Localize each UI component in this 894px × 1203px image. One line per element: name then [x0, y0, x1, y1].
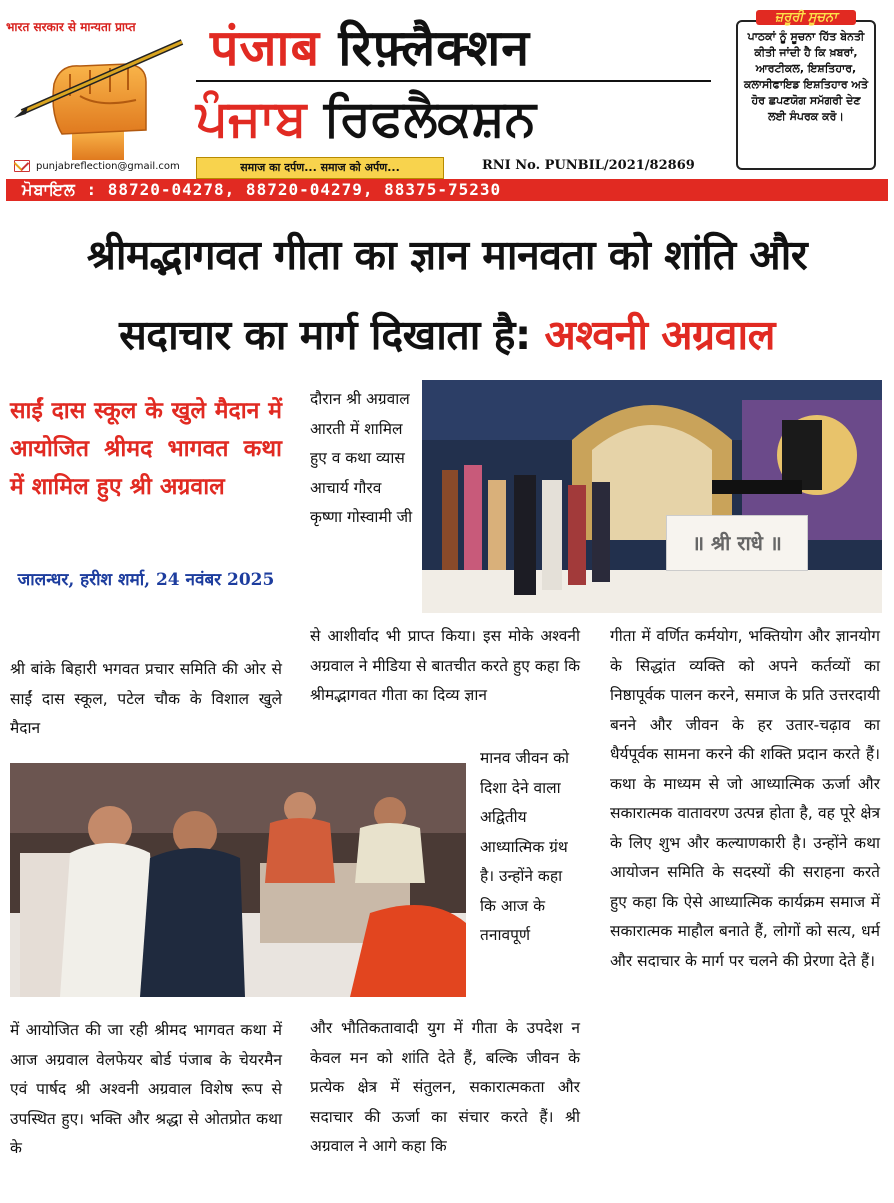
- notice-heading: ਜ਼ਰੂਰੀ ਸੂਚਨਾ: [756, 10, 856, 25]
- audience-scene-graphic: [10, 763, 466, 997]
- article-col2-narrow: मानव जीवन को दिशा देने वाला अद्वितीय आध्यात्मिक ग्रंथ है। उन्होंने कहा कि आज के तनावपूर्ण: [480, 749, 570, 944]
- article-col3: गीता में वर्णित कर्मयोग, भक्तियोग और ज्ञानयोग के सिद्धांत व्यक्ति को अपने कर्तव्यों का निष्ठापूर्वक पालन करने, समाज के प्रति उत्तरदायी बनने और जीवन के हर उतार-चढ़ाव का धैर्यपूर्वक सामना करने की शक्ति प्रदान करते हैं। कथा के माध्यम से जो आध्यात्मिक ऊर्जा और सकारात्मक वातावरण उत्पन्न होता है, वह पूरे क्षेत्र के लिए शुभ और कल्याणकारी है। उन्होंने कथा आयोजन समिति के सदस्यों की सराहना करते हुए कहा कि ऐसे आध्यात्मिक कार्यक्रम समाज में सकारात्मक माहौल बनाते हैं, लोगों को सत्य, धर्म और सदाचार के मार्ग पर चलने की प्रेरणा देते हैं।: [610, 627, 880, 970]
- shri-radhe-sign: ॥ श्री राधे ॥: [666, 515, 808, 571]
- stage-scene-graphic: [422, 380, 882, 613]
- audience-photo: [10, 763, 466, 997]
- subheadline: साईं दास स्कूल के खुले मैदान में आयोजित श्रीमद भागवत कथा में शामिल हुए श्री अग्रवाल: [10, 398, 282, 500]
- title-hindi-black: रिफ़्लैक्शन: [338, 19, 531, 77]
- masthead-title-punjabi: [196, 86, 536, 150]
- email-text: punjabreflection@gmail.com: [36, 160, 180, 172]
- email-contact: [14, 160, 180, 172]
- article-col2-bottom: और भौतिकतावादी युग में गीता के उपदेश न केवल मन को शांति देते हैं, बल्कि जीवन के प्रत्येक क्षेत्र में संतुलन, सकारात्मकता और सदाचार की ऊर्जा का संचार करते हैं। श्री अग्रवाल ने आगे कहा कि: [310, 1019, 580, 1155]
- title-hindi-red: पंजाब: [210, 19, 320, 77]
- pen-fist-logo: [10, 34, 192, 162]
- rni-number: RNI No. PUNBIL/2021/82869: [482, 158, 695, 173]
- headline-line-2: [0, 295, 894, 375]
- mobile-numbers-bar: ਮੋਬਾਇਲ : 88720-04278, 88720-04279, 88375-75230: [6, 179, 888, 201]
- article-col1-bottom: में आयोजित की जा रही श्रीमद भागवत कथा में आज अग्रवाल वेलफेयर बोर्ड पंजाब के चेयरमैन एवं पार्षद श्री अश्वनी अग्रवाल विशेष रूप से उपस्थित हुए। भक्ति और श्रद्धा से ओतप्रोत कथा के: [10, 1021, 282, 1157]
- headline-line-1: श्रीमद्भागवत गीता का ज्ञान मानवता को शांति और: [86, 231, 808, 279]
- article-col2-mid: से आशीर्वाद भी प्राप्त किया। इस मोके अश्वनी अग्रवाल ने मीडिया से बातचीत करते हुए कहा कि श्रीमद्भागवत गीता का दिव्य ज्ञान: [310, 627, 580, 704]
- title-punjabi-red: ਪੰਜਾਬ: [196, 89, 307, 147]
- article-col2-top: दौरान श्री अग्रवाल आरती में शामिल हुए व कथा व्यास आचार्य गौरव कृष्णा गोस्वामी जी: [310, 390, 413, 526]
- masthead-divider: [196, 80, 711, 82]
- main-headline: [0, 215, 894, 375]
- mail-icon: [14, 160, 30, 172]
- article-col1-top: श्री बांके बिहारी भगवत प्रचार समिति की ओर से साईं दास स्कूल, पटेल चौक के विशाल खुले मैदान: [10, 660, 282, 737]
- masthead-title-hindi: [210, 18, 530, 78]
- notice-body: ਪਾਠਕਾਂ ਨੂੰ ਸੂਚਨਾ ਹਿੱਤ ਬੇਨਤੀ ਕੀਤੀ ਜਾਂਦੀ ਹੈ ਕਿ ਖ਼ਬਰਾਂ, ਆਰਟੀਕਲ, ਇਸ਼ਤਿਹਾਰ, ਕਲਾਸੀਫਾਇਡ ਇਸ਼ਤਿਹਾਰ ਅਤੇ ਹੋਰ ਛਪਣਯੋਗ ਸਮੱਗਰੀ ਦੇਣ ਲਈ ਸੰਪਰਕ ਕਰੋ।: [743, 30, 869, 123]
- dateline: जालन्धर, हरीश शर्मा, 24 नवंबर 2025: [17, 570, 275, 590]
- title-punjabi-black: ਰਿਫਲੈਕਸ਼ਨ: [323, 89, 537, 147]
- headline-line-2-black: सदाचार का मार्ग दिखाता है:: [119, 311, 531, 359]
- stage-aarti-photo: [422, 380, 882, 613]
- notice-box: [736, 10, 876, 170]
- recognition-text: भारत सरकार से मान्यता प्राप्त: [6, 20, 136, 34]
- tagline-banner: समाज का दर्पण... समाज को अर्पण...: [196, 157, 444, 179]
- headline-line-2-red: अश्वनी अग्रवाल: [544, 311, 775, 359]
